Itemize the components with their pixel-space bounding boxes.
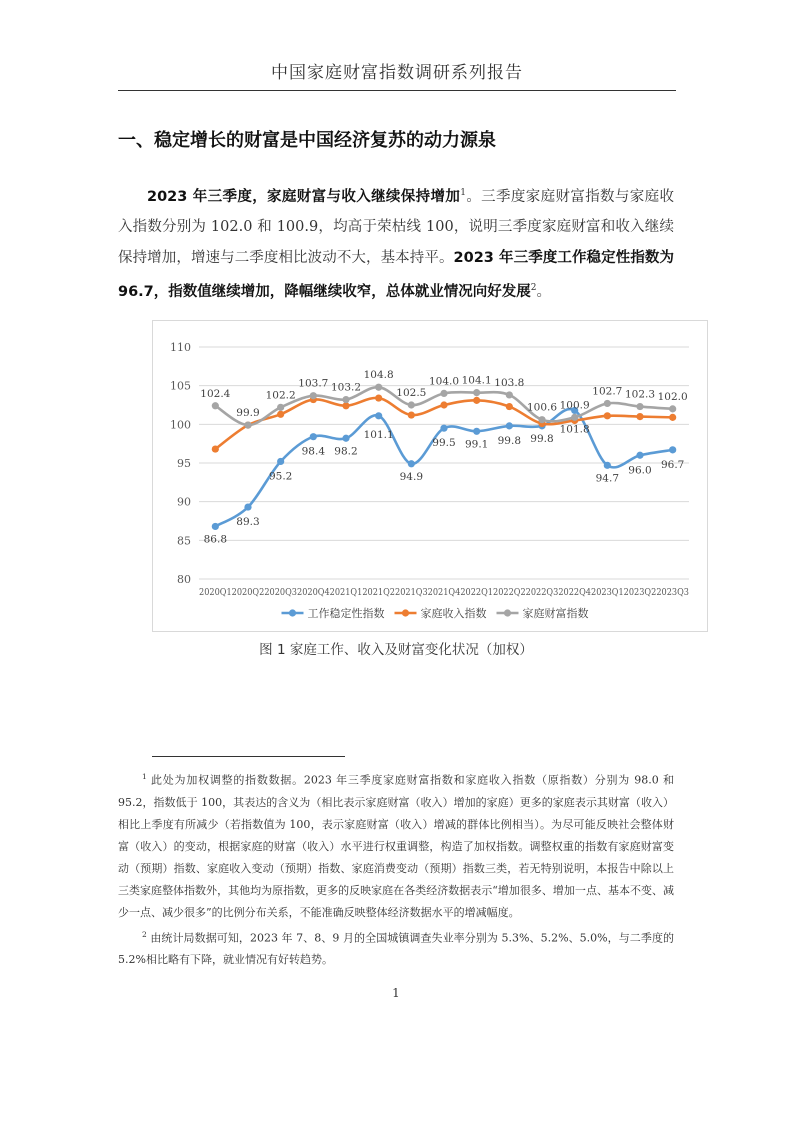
data-point (212, 523, 219, 530)
bold-lead: 2023 年三季度，家庭财富与收入继续保持增加 (147, 188, 461, 205)
header-rule (118, 90, 676, 91)
x-tick-label: 2022Q1 (460, 587, 493, 598)
figure-caption: 图 1 家庭工作、收入及财富变化状况（加权） (259, 642, 533, 658)
data-label: 103.7 (298, 377, 329, 390)
y-tick-label: 80 (177, 573, 191, 586)
footnote-2 (118, 924, 674, 972)
data-point (244, 422, 251, 429)
data-point (408, 460, 415, 467)
chart-svg (153, 321, 707, 631)
data-label: 94.7 (595, 472, 620, 485)
x-tick-label: 2021Q2 (362, 587, 395, 598)
x-tick-label: 2022Q3 (525, 587, 559, 598)
footnote-2-marker: 2 (142, 929, 147, 939)
x-tick-label: 2020Q3 (264, 587, 297, 598)
footnote-ref-1[interactable]: 1 (460, 188, 466, 198)
data-point (277, 411, 284, 418)
y-tick-label: 95 (177, 457, 191, 470)
x-tick-label: 2023Q2 (623, 587, 657, 598)
paragraph-text-1: 。三季度家庭财富指数与家庭收入指数分别为 102.0 和 100.9，均高于荣枯线 100，说明三季度家庭财富和收入继续保持增加，增速与二季度相比波动不大，基本持平。 (118, 188, 674, 266)
data-point (473, 428, 480, 435)
data-label: 99.9 (236, 407, 260, 420)
data-label: 89.3 (236, 516, 260, 529)
legend-label: 工作稳定性指数 (307, 607, 385, 620)
y-tick-label: 105 (170, 379, 191, 393)
data-point (571, 414, 578, 421)
data-point (244, 503, 251, 510)
x-tick-label: 2021Q4 (427, 587, 461, 598)
bold-employment: 2023 年三季度工作稳定性指数为 96.7，指数值继续增加，降幅继续收窄，总体就业情况向好发展 (118, 249, 674, 301)
x-tick-label: 2020Q2 (231, 587, 265, 598)
legend-marker (402, 609, 409, 616)
data-point (506, 391, 513, 398)
legend-label: 家庭收入指数 (420, 607, 487, 620)
data-point (604, 412, 611, 419)
data-label: 95.2 (268, 470, 293, 483)
data-label: 98.4 (301, 445, 326, 458)
x-tick-label: 2022Q2 (493, 587, 526, 598)
data-label: 102.2 (265, 389, 296, 402)
body-paragraph (118, 178, 674, 308)
data-label: 101.1 (363, 428, 394, 441)
data-point (636, 403, 643, 410)
data-point (342, 396, 349, 403)
y-tick-label: 110 (170, 341, 191, 354)
data-label: 101.8 (559, 423, 590, 436)
data-label: 104.8 (363, 369, 394, 382)
data-point (277, 404, 284, 411)
page-header: 中国家庭财富指数调研系列报告 (271, 63, 523, 83)
y-tick-label: 90 (177, 495, 191, 509)
x-tick-label: 2023Q1 (591, 587, 624, 598)
line-chart (152, 320, 708, 632)
data-point (375, 394, 382, 401)
data-label: 98.2 (334, 445, 358, 458)
legend-marker (289, 609, 296, 616)
data-point (604, 400, 611, 407)
data-point (669, 446, 676, 453)
data-point (408, 401, 415, 408)
data-label: 102.7 (592, 385, 623, 398)
x-tick-label: 2023Q3 (656, 587, 690, 598)
data-point (408, 411, 415, 418)
legend-label: 家庭财富指数 (522, 607, 589, 620)
footnote-1-text: 此处为加权调整的指数数据。2023 年三季度家庭财富指数和家庭收入指数（原指数）分别为 98.0 和 95.2，指数低于 100，其表达的含义为（相比表示家庭财富（收入）增加的家庭）更多的家庭表示其财富（收入）相比上季度有所减少（若指数值为 100，表示家庭财富（收入）增减的群体比例相当）。为尽可能反映社会整体财富（收入）的变动，根据家庭的财富（收入）水平进行权重调整，构造了加权指数。调整权重的指数有家庭财富变动（预期）指数、家庭收入变动（预期）指数、家庭消费变动（预期）指数三类，若无特别说明，本报告中除以上三类家庭整体指数外，其他均为原指数，更多的反映家庭在各类经济数据表示“增加很多、增加一点、基本不变、减少一点、减少很多”的比例分布关系，不能准确反映整体经济数据水平的增减幅度。 (118, 773, 674, 919)
y-tick-label: 100 (170, 418, 191, 432)
data-point (440, 390, 447, 397)
data-label: 99.1 (464, 438, 489, 451)
data-point (669, 414, 676, 421)
data-label: 99.8 (530, 432, 554, 445)
data-label: 102.4 (200, 387, 231, 400)
footnotes (118, 766, 674, 971)
data-label: 96.0 (628, 464, 652, 477)
data-point (440, 401, 447, 408)
page-number: 1 (392, 986, 400, 1000)
data-point (212, 402, 219, 409)
data-point (473, 397, 480, 404)
data-point (636, 452, 643, 459)
data-point (669, 405, 676, 412)
footnote-rule (152, 756, 345, 757)
data-point (277, 458, 284, 465)
data-label: 102.5 (396, 387, 427, 399)
data-point (310, 433, 317, 440)
data-label: 100.6 (526, 401, 558, 414)
data-point (473, 389, 480, 396)
data-label: 102.0 (657, 390, 688, 403)
data-label: 94.9 (399, 470, 424, 483)
data-point (506, 403, 513, 410)
data-label: 104.1 (461, 374, 492, 387)
footnote-2-text: 由统计局数据可知，2023 年 7、8、9 月的全国城镇调查失业率分别为 5.3%、5.2%、5.0%，与二季度的 5.2%相比略有下降，就业情况有好转趋势。 (118, 931, 675, 967)
data-point (212, 445, 219, 452)
x-tick-label: 2020Q4 (297, 587, 330, 598)
data-label: 102.3 (624, 388, 656, 401)
data-label: 99.8 (497, 434, 522, 447)
data-label: 99.5 (432, 437, 456, 450)
footnote-1 (118, 766, 674, 924)
data-label: 100.9 (559, 399, 590, 412)
data-point (375, 384, 382, 391)
x-tick-label: 2022Q4 (558, 587, 591, 598)
data-point (604, 462, 611, 469)
data-label: 103.8 (494, 376, 525, 389)
data-point (342, 402, 349, 409)
data-label: 104.0 (428, 375, 460, 388)
data-label: 86.8 (203, 533, 228, 546)
footnote-ref-2[interactable]: 2 (530, 283, 537, 294)
data-label: 96.7 (660, 458, 685, 471)
data-label: 103.2 (330, 381, 362, 394)
data-point (310, 392, 317, 399)
data-point (506, 422, 513, 429)
data-point (636, 413, 643, 420)
section-heading: 一、稳定增长的财富是中国经济复苏的动力源泉 (118, 130, 496, 151)
x-tick-label: 2021Q1 (329, 587, 363, 598)
x-tick-label: 2021Q3 (395, 587, 428, 598)
y-tick-label: 85 (177, 534, 191, 548)
footnote-1-marker: 1 (142, 772, 147, 781)
legend-marker (504, 609, 511, 616)
data-point (538, 416, 545, 423)
x-tick-label: 2020Q1 (199, 587, 232, 598)
paragraph-text-2: 。 (536, 284, 552, 301)
data-point (342, 435, 349, 442)
data-point (375, 412, 382, 419)
data-point (440, 425, 447, 432)
